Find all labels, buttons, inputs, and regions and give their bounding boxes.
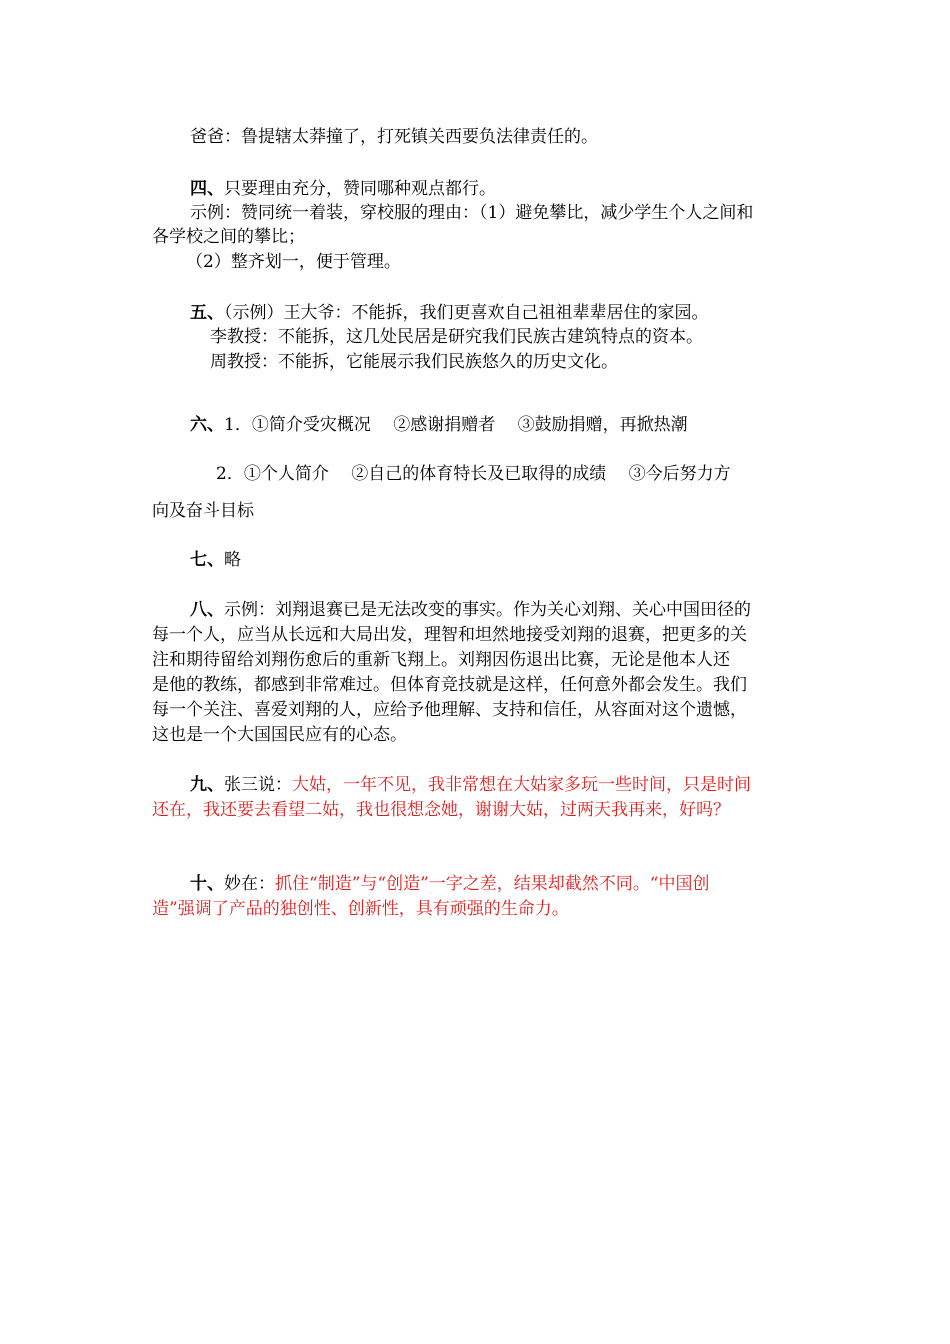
- s5-number: 五、: [190, 303, 224, 323]
- s6-line-1: [190, 413, 688, 437]
- s10-answer-1: 抓住“制造”与“创造”一字之差，结果却截然不同。“中国创: [275, 874, 710, 894]
- s5-line-2: 李教授：不能拆，这几处民居是研究我们民族古建筑特点的资本。: [210, 327, 703, 347]
- s4-text: 只要理由充分，赞同哪种观点都行。: [224, 179, 496, 199]
- s9-line-1: [190, 773, 751, 797]
- s8-line-4: 是他的教练，都感到非常难过。但体育竞技就是这样，任何意外都会发生。我们: [152, 675, 747, 695]
- s8-line-5: 每一个关注、喜爱刘翔的人，应给予他理解、支持和信任，从容面对这个遗憾，: [152, 700, 747, 720]
- s8-text-1: 示例：刘翔退赛已是无法改变的事实。作为关心刘翔、关心中国田径的: [224, 600, 751, 620]
- s4-number: 四、: [190, 179, 224, 199]
- s7-number: 七、: [190, 550, 224, 570]
- s4-heading: [190, 177, 496, 201]
- s8-line-2: 每一个人，应当从长远和大局出发，理智和坦然地接受刘翔的退赛，把更多的关: [152, 625, 747, 645]
- s6-text-1: 1．①简介受灾概况 ②感谢捐赠者 ③鼓励捐赠，再掀热潮: [224, 415, 688, 435]
- s8-line-3: 注和期待留给刘翔伤愈后的重新飞翔上。刘翔因伤退出比赛，无论是他本人还: [152, 650, 730, 670]
- s5-line-1: [190, 301, 709, 325]
- s10-line-1: [190, 872, 709, 896]
- s9-prefix: 张三说：: [224, 775, 292, 795]
- s1-line-1: 爸爸：鲁提辖太莽撞了，打死镇关西要负法律责任的。: [190, 127, 598, 147]
- s5-line-3: 周教授：不能拆，它能展示我们民族悠久的历史文化。: [210, 352, 618, 372]
- s8-line-6: 这也是一个大国国民应有的心态。: [152, 725, 407, 745]
- s7-line: [190, 548, 241, 572]
- s4-example-line-1: 示例：赞同统一着装，穿校服的理由：（1）避免攀比，减少学生个人之间和: [190, 203, 754, 223]
- s10-answer-2: 造”强调了产品的独创性、创新性，具有顽强的生命力。: [152, 899, 569, 919]
- s10-prefix: 妙在：: [224, 874, 275, 894]
- s4-example-line-3: （2）整齐划一，便于管理。: [186, 252, 401, 272]
- s9-answer-1: 大姑，一年不见，我非常想在大姑家多玩一些时间，只是时间: [292, 775, 751, 795]
- s9-answer-2: 还在，我还要去看望二姑，我也很想念她，谢谢大姑，过两天我再来，好吗？: [152, 800, 730, 820]
- s7-text: 略: [224, 550, 241, 570]
- s6-line-2: 2．①个人简介 ②自己的体育特长及已取得的成绩 ③今后努力方: [216, 464, 731, 484]
- s10-number: 十、: [190, 874, 224, 894]
- s8-line-1: [190, 598, 751, 622]
- s6-number: 六、: [190, 415, 224, 435]
- s8-number: 八、: [190, 600, 224, 620]
- s5-text-1: （示例）王大爷：不能拆，我们更喜欢自己祖祖辈辈居住的家园。: [224, 303, 709, 323]
- s9-number: 九、: [190, 775, 224, 795]
- s6-line-3: 向及奋斗目标: [152, 501, 254, 521]
- s4-example-line-2: 各学校之间的攀比；: [152, 227, 305, 247]
